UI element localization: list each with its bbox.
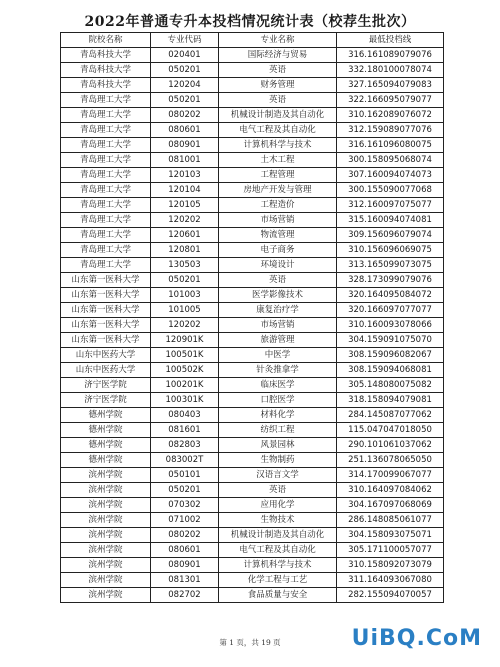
table-row: [61, 588, 444, 603]
cell-school: 滨州学院: [61, 468, 151, 483]
cell-min-score: 310.158092073079: [337, 558, 444, 573]
document-title: 2022年普通专升本投档情况统计表（校荐生批次）: [84, 14, 416, 30]
cell-school: 山东中医药大学: [61, 363, 151, 378]
table-row: [61, 558, 444, 573]
cell-min-score: 328.173099079076: [337, 273, 444, 288]
cell-major-code: 050201: [151, 273, 219, 288]
cell-min-score: 304.167097068069: [337, 498, 444, 513]
cell-min-score: 312.160097075077: [337, 198, 444, 213]
cell-min-score: 322.166095079077: [337, 93, 444, 108]
cell-min-score: 307.160094074073: [337, 168, 444, 183]
column-header-score: 最低投档线: [337, 33, 444, 48]
cell-school: 德州学院: [61, 453, 151, 468]
cell-min-score: 309.156096079074: [337, 228, 444, 243]
table-row: [61, 543, 444, 558]
cell-major-code: 120901K: [151, 333, 219, 348]
cell-school: 山东第一医科大学: [61, 303, 151, 318]
cell-major-name: 财务管理: [219, 78, 337, 93]
table-row: [61, 48, 444, 63]
cell-major-name: 英语: [219, 93, 337, 108]
table-row: [61, 288, 444, 303]
cell-school: 济宁医学院: [61, 378, 151, 393]
cell-major-name: 物流管理: [219, 228, 337, 243]
cell-major-name: 汉语言文学: [219, 468, 337, 483]
table-row: [61, 498, 444, 513]
table-row: [61, 273, 444, 288]
cell-major-code: 020401: [151, 48, 219, 63]
cell-school: 青岛理工大学: [61, 168, 151, 183]
cell-major-code: 081001: [151, 153, 219, 168]
cell-min-score: 300.155090077068: [337, 183, 444, 198]
cell-min-score: 284.145087077062: [337, 408, 444, 423]
cell-major-code: 120105: [151, 198, 219, 213]
cell-min-score: 308.159096082067: [337, 348, 444, 363]
cell-min-score: 290.101061037062: [337, 438, 444, 453]
table-row: [61, 213, 444, 228]
cell-major-name: 计算机科学与技术: [219, 558, 337, 573]
cell-min-score: 327.165094079083: [337, 78, 444, 93]
table-row: [61, 78, 444, 93]
table-row: [61, 183, 444, 198]
cell-min-score: 282.155094070057: [337, 588, 444, 603]
cell-school: 滨州学院: [61, 528, 151, 543]
cell-school: 青岛理工大学: [61, 258, 151, 273]
table-row: [61, 198, 444, 213]
cell-school: 滨州学院: [61, 483, 151, 498]
table-row: [61, 333, 444, 348]
cell-school: 青岛理工大学: [61, 138, 151, 153]
cell-major-code: 120103: [151, 168, 219, 183]
cell-min-score: 310.156096069075: [337, 243, 444, 258]
cell-major-name: 计算机科学与技术: [219, 138, 337, 153]
cell-major-name: 英语: [219, 483, 337, 498]
cell-major-name: 口腔医学: [219, 393, 337, 408]
cell-min-score: 314.170099067077: [337, 468, 444, 483]
table-row: [61, 438, 444, 453]
cell-major-code: 120202: [151, 213, 219, 228]
table-row: [61, 453, 444, 468]
cell-major-code: 120104: [151, 183, 219, 198]
cell-school: 济宁医学院: [61, 393, 151, 408]
table-row: [61, 303, 444, 318]
cell-min-score: 311.164093067080: [337, 573, 444, 588]
cell-major-name: 生物制药: [219, 453, 337, 468]
table-row: [61, 468, 444, 483]
cell-min-score: 320.166097077077: [337, 303, 444, 318]
cell-major-name: 医学影像技术: [219, 288, 337, 303]
cell-major-code: 050201: [151, 63, 219, 78]
cell-min-score: 304.159091075070: [337, 333, 444, 348]
cell-major-code: 081601: [151, 423, 219, 438]
cell-major-code: 130503: [151, 258, 219, 273]
table-row: [61, 243, 444, 258]
cell-major-code: 083002T: [151, 453, 219, 468]
cell-school: 青岛理工大学: [61, 228, 151, 243]
cell-school: 青岛理工大学: [61, 243, 151, 258]
cell-school: 青岛理工大学: [61, 153, 151, 168]
cell-major-code: 080403: [151, 408, 219, 423]
cell-school: 山东第一医科大学: [61, 333, 151, 348]
cell-min-score: 305.148080075082: [337, 378, 444, 393]
table-row: [61, 408, 444, 423]
table-row: [61, 258, 444, 273]
cell-school: 德州学院: [61, 423, 151, 438]
cell-school: 滨州学院: [61, 573, 151, 588]
cell-school: 山东第一医科大学: [61, 273, 151, 288]
cell-min-score: 304.158093075071: [337, 528, 444, 543]
cell-school: 滨州学院: [61, 513, 151, 528]
cell-school: 青岛理工大学: [61, 123, 151, 138]
cell-school: 山东第一医科大学: [61, 288, 151, 303]
cell-major-name: 临床医学: [219, 378, 337, 393]
admission-table: [60, 32, 444, 603]
cell-major-name: 市场营销: [219, 318, 337, 333]
cell-major-code: 101003: [151, 288, 219, 303]
cell-min-score: 313.165099073075: [337, 258, 444, 273]
cell-min-score: 318.158094079081: [337, 393, 444, 408]
cell-major-code: 100502K: [151, 363, 219, 378]
cell-major-code: 050201: [151, 93, 219, 108]
table-row: [61, 63, 444, 78]
column-header-school: 院校名称: [61, 33, 151, 48]
cell-min-score: 115.047047018050: [337, 423, 444, 438]
cell-major-code: 100301K: [151, 393, 219, 408]
cell-school: 滨州学院: [61, 558, 151, 573]
table-row: [61, 378, 444, 393]
page-footer: 第 1 页，共 19 页: [219, 638, 281, 647]
table-row: [61, 138, 444, 153]
cell-major-name: 工程管理: [219, 168, 337, 183]
table-row: [61, 348, 444, 363]
cell-school: 德州学院: [61, 408, 151, 423]
cell-min-score: 316.161096080075: [337, 138, 444, 153]
cell-major-name: 环境设计: [219, 258, 337, 273]
cell-major-code: 050201: [151, 483, 219, 498]
cell-major-name: 电气工程及其自动化: [219, 543, 337, 558]
cell-school: 青岛理工大学: [61, 108, 151, 123]
cell-min-score: 308.159094068081: [337, 363, 444, 378]
cell-school: 青岛理工大学: [61, 213, 151, 228]
cell-major-name: 房地产开发与管理: [219, 183, 337, 198]
cell-major-name: 电气工程及其自动化: [219, 123, 337, 138]
cell-major-code: 120204: [151, 78, 219, 93]
table-row: [61, 153, 444, 168]
cell-major-name: 风景园林: [219, 438, 337, 453]
cell-school: 青岛理工大学: [61, 93, 151, 108]
cell-min-score: 316.161089079076: [337, 48, 444, 63]
table-row: [61, 228, 444, 243]
cell-major-code: 080601: [151, 123, 219, 138]
cell-major-code: 080601: [151, 543, 219, 558]
cell-major-name: 国际经济与贸易: [219, 48, 337, 63]
cell-school: 青岛科技大学: [61, 48, 151, 63]
table-row: [61, 423, 444, 438]
cell-school: 德州学院: [61, 438, 151, 453]
cell-major-code: 100501K: [151, 348, 219, 363]
cell-major-name: 食品质量与安全: [219, 588, 337, 603]
cell-major-name: 机械设计制造及其自动化: [219, 528, 337, 543]
cell-major-code: 082803: [151, 438, 219, 453]
table-header-row: [61, 33, 444, 48]
table-row: [61, 123, 444, 138]
cell-school: 青岛理工大学: [61, 183, 151, 198]
cell-major-code: 050101: [151, 468, 219, 483]
cell-major-name: 旅游管理: [219, 333, 337, 348]
cell-min-score: 286.148085061077: [337, 513, 444, 528]
cell-major-name: 针灸推拿学: [219, 363, 337, 378]
cell-min-score: 300.158095068074: [337, 153, 444, 168]
table-row: [61, 393, 444, 408]
table-row: [61, 513, 444, 528]
cell-major-name: 土木工程: [219, 153, 337, 168]
cell-major-name: 机械设计制造及其自动化: [219, 108, 337, 123]
cell-min-score: 251.136078065050: [337, 453, 444, 468]
cell-major-name: 市场营销: [219, 213, 337, 228]
cell-major-name: 英语: [219, 273, 337, 288]
cell-school: 滨州学院: [61, 543, 151, 558]
cell-major-code: 081301: [151, 573, 219, 588]
site-watermark-logo: UiBQ.CoM: [351, 626, 482, 651]
table-row: [61, 168, 444, 183]
cell-major-name: 化学工程与工艺: [219, 573, 337, 588]
table-row: [61, 93, 444, 108]
cell-major-name: 材料化学: [219, 408, 337, 423]
cell-major-name: 生物技术: [219, 513, 337, 528]
cell-min-score: 332.180100078074: [337, 63, 444, 78]
cell-major-code: 071002: [151, 513, 219, 528]
cell-school: 青岛理工大学: [61, 198, 151, 213]
cell-major-code: 101005: [151, 303, 219, 318]
cell-major-code: 080202: [151, 108, 219, 123]
table-row: [61, 363, 444, 378]
cell-major-code: 080202: [151, 528, 219, 543]
cell-min-score: 310.162089076072: [337, 108, 444, 123]
cell-major-code: 070302: [151, 498, 219, 513]
cell-major-code: 080901: [151, 558, 219, 573]
cell-major-name: 英语: [219, 63, 337, 78]
table-row: [61, 528, 444, 543]
cell-major-name: 电子商务: [219, 243, 337, 258]
table-row: [61, 573, 444, 588]
cell-school: 山东第一医科大学: [61, 318, 151, 333]
cell-major-name: 应用化学: [219, 498, 337, 513]
cell-major-code: 080901: [151, 138, 219, 153]
table-body: [61, 48, 444, 603]
cell-school: 青岛科技大学: [61, 78, 151, 93]
cell-min-score: 305.171100057077: [337, 543, 444, 558]
cell-major-name: 中医学: [219, 348, 337, 363]
cell-major-code: 100201K: [151, 378, 219, 393]
table-row: [61, 108, 444, 123]
table-row: [61, 483, 444, 498]
column-header-code: 专业代码: [151, 33, 219, 48]
cell-major-code: 082702: [151, 588, 219, 603]
cell-school: 山东中医药大学: [61, 348, 151, 363]
cell-school: 滨州学院: [61, 588, 151, 603]
cell-major-code: 120801: [151, 243, 219, 258]
cell-min-score: 320.164095084072: [337, 288, 444, 303]
cell-min-score: 310.164097084062: [337, 483, 444, 498]
cell-major-name: 纺织工程: [219, 423, 337, 438]
table-row: [61, 318, 444, 333]
cell-major-code: 120202: [151, 318, 219, 333]
cell-min-score: 315.160094074081: [337, 213, 444, 228]
column-header-major: 专业名称: [219, 33, 337, 48]
cell-major-name: 工程造价: [219, 198, 337, 213]
cell-min-score: 312.159089077076: [337, 123, 444, 138]
cell-major-name: 康复治疗学: [219, 303, 337, 318]
cell-school: 滨州学院: [61, 498, 151, 513]
cell-school: 青岛科技大学: [61, 63, 151, 78]
cell-min-score: 310.160093078066: [337, 318, 444, 333]
cell-major-code: 120601: [151, 228, 219, 243]
